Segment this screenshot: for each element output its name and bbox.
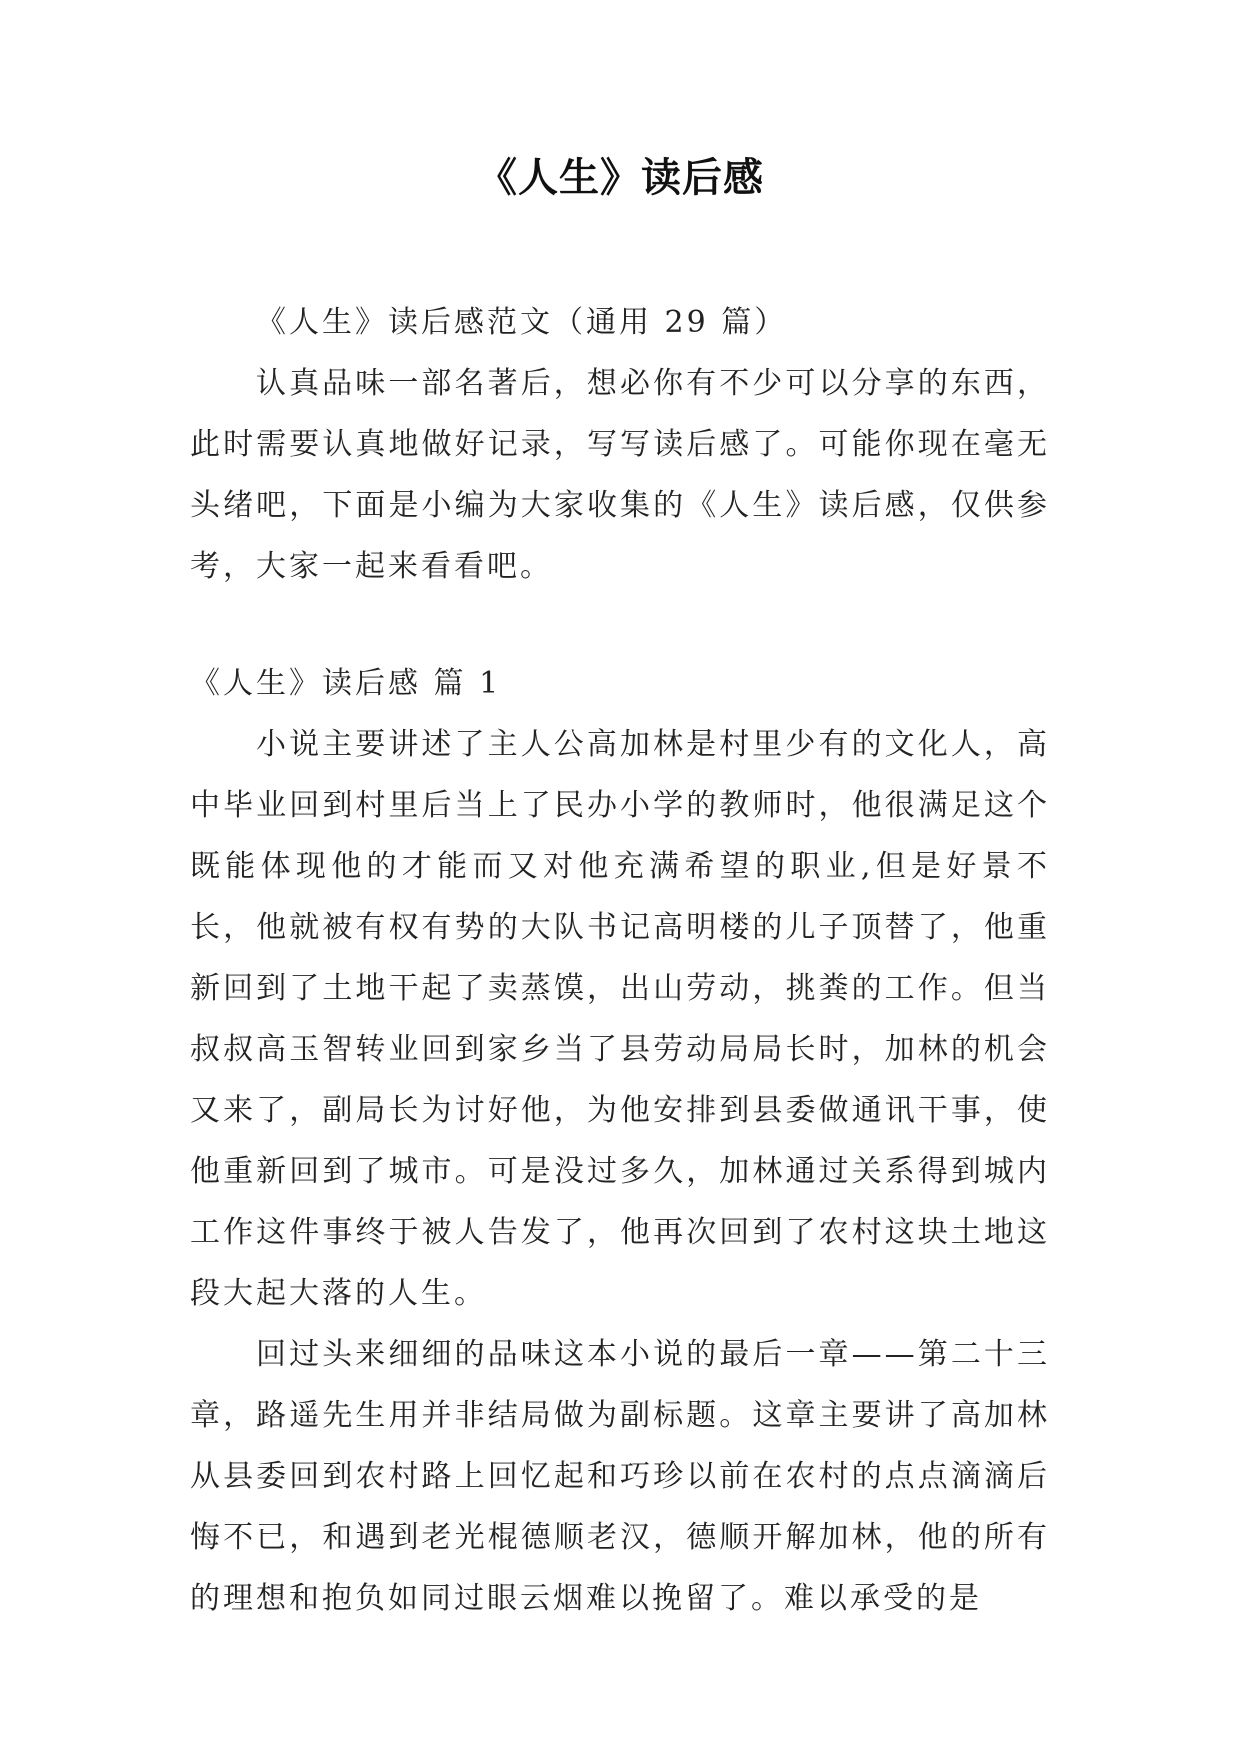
document-subtitle: 《人生》读后感范文（通用 29 篇） (256, 305, 788, 340)
body-paragraph: 小说主要讲述了主人公高加林是村里少有的文化人，高中毕业回到村里后当上了民办小学的教师时，他很满足这个既能体现他的才能而又对他充满希望的职业,但是好景不长，他就被有权有势的大队书记高明楼的儿子顶替了，他重新回到了土地干起了卖蒸馍，出山劳动，挑粪的工作。但当叔叔高玉智转业回到家乡当了县劳动局局长时，加林的机会又来了，副局长为讨好他，为他安排到县委做通讯干事，使他重新回到了城市。可是没过多久，加林通过关系得到城内工作这件事终于被人告发了，他再次回到了农村这块土地这段大起大落的人生。 (190, 727, 1050, 1311)
section-1 (190, 653, 1050, 1629)
document-title: 《人生》读后感 (477, 155, 764, 201)
body-paragraph: 回过头来细细的品味这本小说的最后一章——第二十三章，路遥先生用并非结局做为副标题。这章主要讲了高加林从县委回到农村路上回忆起和巧珍以前在农村的点点滴滴后悔不已，和遇到老光棍德顺老汉，德顺开解加林，他的所有的理想和抱负如同过眼云烟难以挽留了。难以承受的是 (190, 1337, 1050, 1616)
section-spacer (190, 597, 1050, 653)
intro-paragraph: 认真品味一部名著后，想必你有不少可以分享的东西，此时需要认真地做好记录，写写读后感了。可能你现在毫无头绪吧，下面是小编为大家收集的《人生》读后感，仅供参考，大家一起来看看吧。 (190, 366, 1050, 584)
document-body (190, 292, 1050, 1629)
section-heading: 《人生》读后感 篇 1 (190, 666, 502, 701)
